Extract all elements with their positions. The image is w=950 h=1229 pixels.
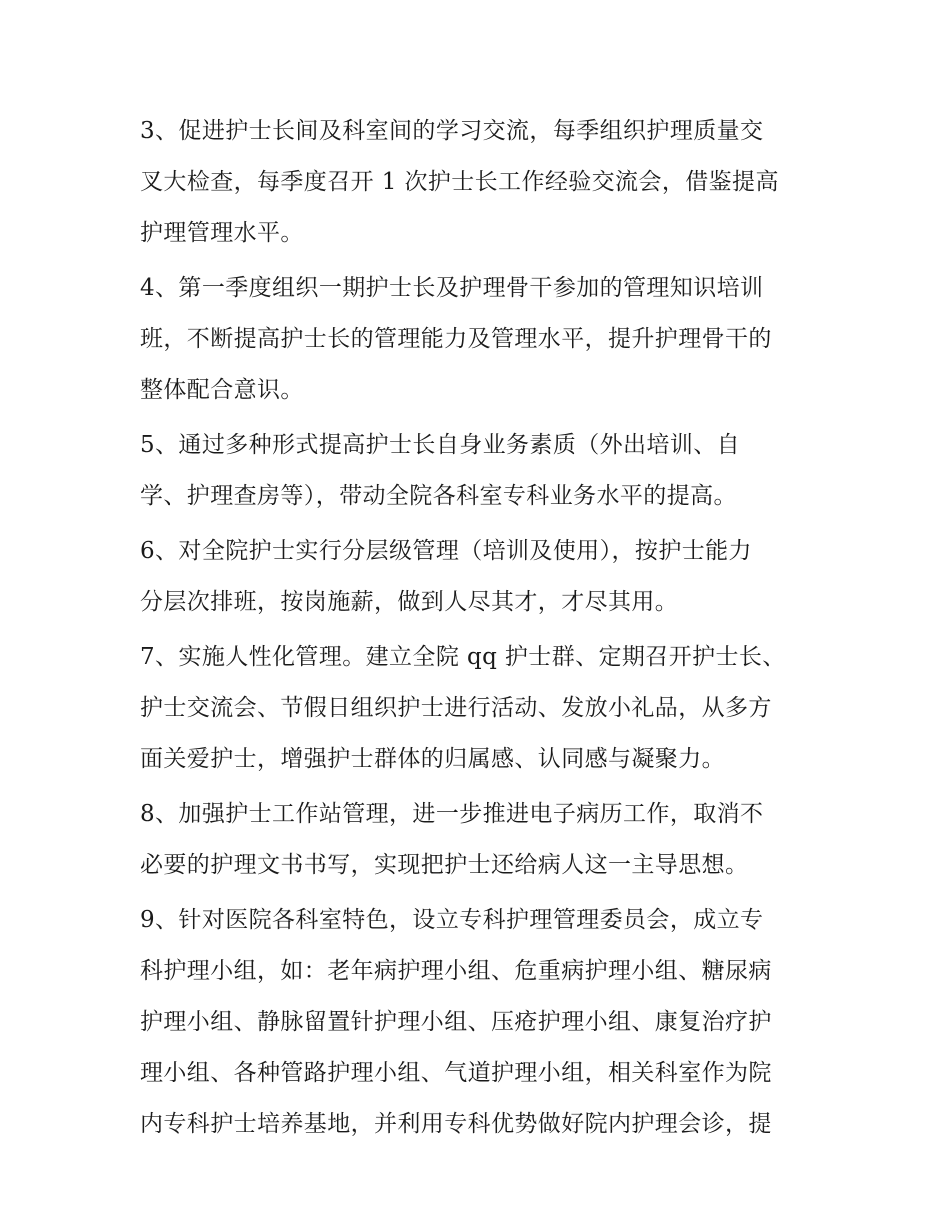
text-line: 科护理小组，如：老年病护理小组、危重病护理小组、糖尿病 xyxy=(140,958,772,984)
paragraph-item-4 xyxy=(140,263,820,416)
text-line: 9、针对医院各科室特色，设立专科护理管理委员会，成立专 xyxy=(140,907,764,933)
paragraph-item-9 xyxy=(140,895,820,1150)
text-line: 整体配合意识。 xyxy=(140,377,304,403)
text-line: 8、加强护士工作站管理，进一步推进电子病历工作，取消不 xyxy=(140,801,764,827)
text-line: 护士交流会、节假日组织护士进行活动、发放小礼品，从多方 xyxy=(140,695,772,721)
text-line: 理小组、各种管路护理小组、气道护理小组，相关科室作为院 xyxy=(140,1060,772,1086)
text-line: 7、实施人性化管理。建立全院 qq 护士群、定期召开护士长、 xyxy=(140,644,786,670)
text-line: 护理小组、静脉留置针护理小组、压疮护理小组、康复治疗护 xyxy=(140,1009,772,1035)
text-line: 面关爱护士，增强护士群体的归属感、认同感与凝聚力。 xyxy=(140,746,725,772)
text-line: 分层次排班，按岗施薪，做到人尽其才，才尽其用。 xyxy=(140,589,679,615)
paragraph-item-5 xyxy=(140,420,820,522)
text-line: 班，不断提高护士长的管理能力及管理水平，提升护理骨干的 xyxy=(140,326,772,352)
text-line: 内专科护士培养基地，并利用专科优势做好院内护理会诊，提 xyxy=(140,1111,772,1137)
text-line: 叉大检查，每季度召开 1 次护士长工作经验交流会，借鉴提高 xyxy=(140,169,779,195)
text-line: 6、对全院护士实行分层级管理（培训及使用），按护士能力 xyxy=(140,538,752,564)
text-line: 5、通过多种形式提高护士长自身业务素质（外出培训、自 xyxy=(140,432,741,458)
text-line: 必要的护理文书书写，实现把护士还给病人这一主导思想。 xyxy=(140,852,749,878)
text-line: 学、护理查房等），带动全院各科室专科业务水平的提高。 xyxy=(140,483,737,509)
paragraph-item-8 xyxy=(140,789,820,891)
document-body xyxy=(140,106,820,1154)
text-line: 3、促进护士长间及科室间的学习交流，每季组织护理质量交 xyxy=(140,118,764,144)
text-line: 4、第一季度组织一期护士长及护理骨干参加的管理知识培训 xyxy=(140,275,764,301)
paragraph-item-3 xyxy=(140,106,820,259)
paragraph-item-6 xyxy=(140,526,820,628)
text-line: 护理管理水平。 xyxy=(140,220,304,246)
paragraph-item-7 xyxy=(140,632,820,785)
